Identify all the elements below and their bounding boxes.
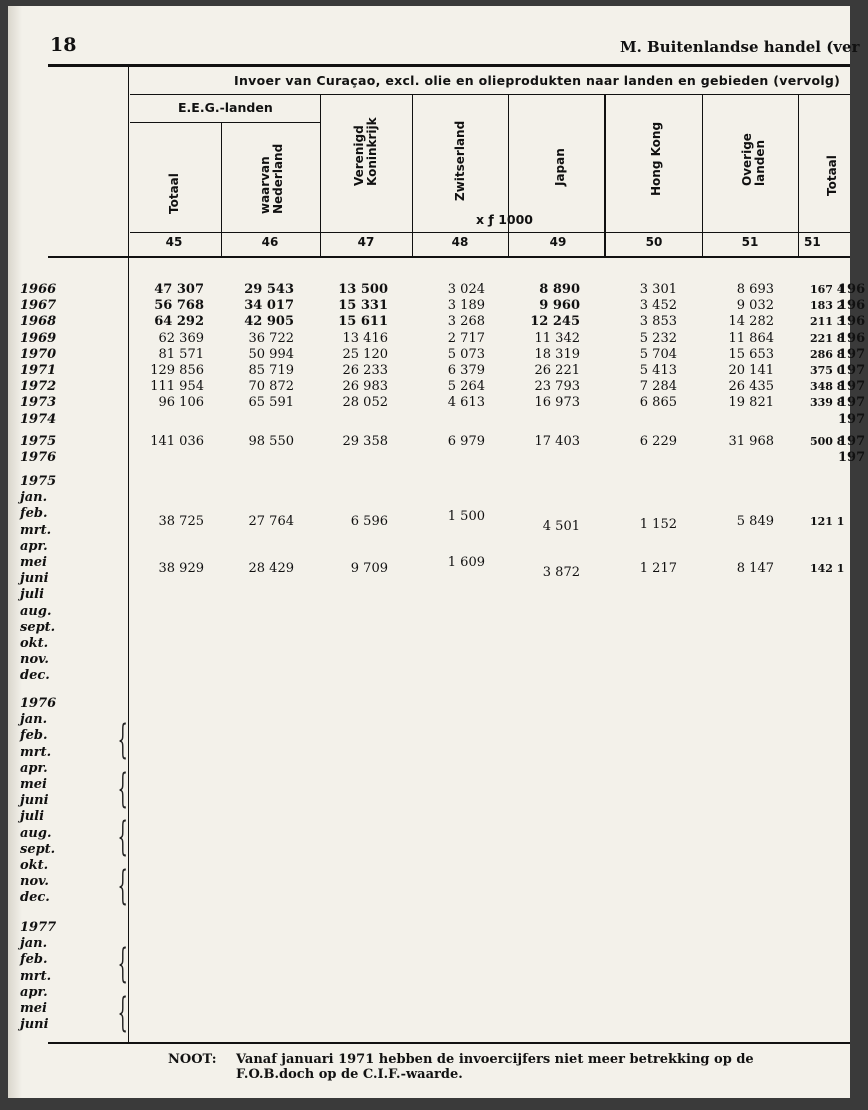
unit-label: x ƒ 1000 [476, 212, 533, 227]
block-year-label: 1975 [20, 474, 57, 489]
row-label-year: 1967 [20, 298, 57, 314]
group-title: E.E.G.-landen [178, 100, 273, 115]
row-label-year: 1974 [20, 411, 57, 427]
column-number-46: 46 [261, 235, 279, 249]
table-cell: 121 1 [810, 515, 845, 529]
table-cell: 36 722 [248, 330, 294, 346]
table-cell: 38 929 [158, 561, 204, 576]
table-cell: 13 416 [342, 330, 388, 346]
table-bottom-rule [48, 1042, 850, 1044]
table-cell: 2 717 [447, 330, 485, 346]
table-cell: 26 221 [534, 363, 580, 378]
table-cell: 6 379 [447, 363, 485, 378]
column-number-51: 51 [741, 235, 759, 249]
table-cell: 9 709 [350, 561, 388, 576]
right-edge-year: 196 [838, 314, 866, 330]
table-cell: 1 152 [639, 517, 677, 533]
table-cell: 38 725 [158, 514, 204, 530]
table-cell: 85 719 [248, 363, 294, 378]
table-cell: 15 653 [728, 346, 774, 362]
table-cell: 6 865 [639, 395, 677, 411]
row-label-month: apr. [20, 760, 48, 776]
row-label-month: mrt. [20, 968, 52, 984]
table-cell: 50 994 [248, 346, 294, 362]
right-edge-year: 196 [838, 282, 866, 297]
row-label-year: 1975 [20, 433, 57, 449]
table-cell: 8 693 [736, 282, 774, 297]
column-header-overige-landen: Overige landen [740, 133, 767, 186]
row-label-month: sept. [20, 619, 56, 635]
table-cell: 20 141 [728, 363, 774, 378]
column-header-zwitserland: Zwitserland [453, 120, 467, 201]
table-cell: 25 120 [342, 346, 388, 362]
table-cell: 5 849 [736, 514, 774, 530]
table-cell: 6 596 [350, 514, 388, 530]
table-cell: 3 189 [447, 298, 485, 314]
col-divider-46 [320, 94, 321, 256]
table-cell: 98 550 [248, 433, 294, 449]
table-cell: 17 403 [534, 433, 580, 449]
quarter-brace: { [117, 765, 128, 812]
table-cell: 47 307 [154, 282, 204, 297]
table-cell: 13 500 [338, 282, 388, 297]
page [8, 6, 866, 1098]
row-label-month: juni [20, 1017, 49, 1033]
col-divider-51 [798, 94, 799, 256]
row-label-month: okt. [20, 636, 49, 651]
column-number-49: 49 [549, 235, 567, 249]
right-edge-year: 197 [838, 433, 866, 449]
row-label-month: aug. [20, 825, 52, 841]
table-cell: 7 284 [639, 379, 677, 395]
column-number-45: 45 [165, 235, 183, 249]
row-label-month: mrt. [20, 522, 52, 538]
table-cell: 221 8 [810, 331, 845, 345]
row-label-month: nov. [20, 874, 49, 890]
row-label-year: 1969 [20, 330, 57, 346]
table-cell: 26 233 [342, 363, 388, 378]
table-cell: 142 1 [810, 562, 845, 575]
table-cell: 5 232 [639, 330, 677, 346]
row-label-month: mei [20, 1001, 47, 1016]
column-number-50: 50 [645, 235, 663, 249]
right-edge-year: 197 [838, 346, 866, 362]
block-year-label: 1977 [20, 920, 57, 935]
row-label-month: dec. [20, 668, 50, 684]
row-label-month: feb. [20, 506, 48, 522]
quarter-brace: { [117, 717, 128, 764]
note-text: Vanaf januari 1971 hebben de invoercijfers niet meer betrekking op de F.O.B.doch op de C.I.F.-waarde. [236, 1052, 754, 1082]
row-label-month: juli [20, 809, 45, 825]
table-cell: 34 017 [244, 298, 294, 314]
row-label-year: 1971 [20, 363, 57, 378]
column-number-48: 48 [451, 235, 469, 249]
table-cell: 6 229 [639, 433, 677, 449]
table-cell: 6 979 [447, 433, 485, 449]
row-label-month: sept. [20, 841, 56, 857]
table-cell: 96 106 [158, 395, 204, 411]
table-cell: 211 3 [810, 315, 845, 329]
page-number: 18 [50, 34, 77, 56]
table-title: Invoer van Curaçao, excl. olie en olieprodukten naar landen en gebieden (vervolg) [234, 73, 841, 88]
row-label-month: aug. [20, 603, 52, 619]
top-rule [48, 64, 850, 67]
quarter-brace: { [117, 863, 128, 909]
table-cell: 81 571 [158, 346, 204, 362]
col-divider-47 [412, 94, 413, 256]
row-label-month: feb. [20, 728, 48, 744]
row-label-month: juli [20, 587, 45, 603]
column-number-51-right: 51 [804, 235, 821, 249]
table-cell: 26 435 [728, 379, 774, 395]
table-cell: 15 611 [338, 314, 388, 330]
col-divider-48 [508, 94, 509, 256]
unit-rule [130, 232, 850, 233]
table-cell: 111 954 [150, 379, 204, 395]
row-label-year: 1972 [20, 379, 57, 395]
table-cell: 9 960 [539, 298, 580, 314]
table-cell: 3 452 [639, 298, 677, 314]
block-year-label: 1976 [20, 696, 57, 711]
row-label-year: 1968 [20, 314, 57, 330]
right-edge-year: 197 [838, 411, 866, 427]
right-edge-year: 196 [838, 330, 866, 346]
row-label-month: feb. [20, 952, 48, 968]
col-divider-45 [221, 122, 222, 256]
row-label-year: 1973 [20, 395, 57, 411]
row-label-month: apr. [20, 984, 48, 1000]
table-cell: 28 052 [342, 395, 388, 411]
group-rule [130, 122, 320, 123]
row-label-month: mei [20, 777, 47, 792]
table-cell: 167 4 [810, 283, 845, 296]
table-cell: 23 793 [534, 379, 580, 395]
table-cell: 18 319 [534, 346, 580, 362]
table-cell: 8 147 [736, 561, 774, 576]
header-bottom-rule [48, 256, 850, 258]
table-cell: 29 358 [342, 433, 388, 449]
table-cell: 11 864 [728, 330, 774, 346]
quarter-brace: { [117, 814, 128, 861]
table-cell: 4 613 [447, 395, 485, 411]
quarter-brace: { [117, 941, 128, 988]
right-edge-year: 197 [838, 450, 866, 465]
table-cell: 5 413 [639, 363, 677, 378]
table-cell: 129 856 [150, 363, 204, 378]
right-edge-year: 196 [838, 298, 866, 314]
row-label-month: juni [20, 793, 49, 809]
table-cell: 26 983 [342, 379, 388, 395]
column-header-totaal-right: Totaal [825, 155, 839, 196]
table-cell: 4 501 [542, 519, 580, 535]
table-cell: 27 764 [248, 514, 294, 530]
right-edge-year: 197 [838, 395, 866, 411]
table-cell: 11 342 [534, 330, 580, 346]
row-label-month: apr. [20, 538, 48, 554]
row-label-month: okt. [20, 858, 49, 873]
row-label-year: 1966 [20, 282, 57, 297]
table-cell: 500 8 [810, 434, 845, 448]
table-cell: 3 024 [447, 282, 485, 297]
table-cell: 5 704 [639, 346, 677, 362]
row-label-month: nov. [20, 652, 49, 668]
row-label-month: jan. [20, 490, 48, 506]
stub-divider [128, 67, 129, 1042]
row-label-year: 1970 [20, 346, 57, 362]
table-cell: 28 429 [248, 561, 294, 576]
title-rule [130, 94, 850, 95]
table-cell: 183 2 [810, 299, 845, 313]
row-label-month: juni [20, 571, 49, 587]
row-label-month: dec. [20, 890, 50, 906]
table-cell: 348 8 [810, 380, 845, 394]
table-cell: 62 369 [158, 330, 204, 346]
col-divider-49 [604, 94, 606, 256]
quarter-brace: { [117, 989, 128, 1036]
table-cell: 15 331 [338, 298, 388, 314]
table-cell: 1 609 [447, 555, 485, 570]
table-cell: 65 591 [248, 395, 294, 411]
right-edge-year: 197 [838, 379, 866, 395]
table-cell: 5 073 [447, 346, 485, 362]
column-header-totaal: Totaal [167, 173, 181, 214]
table-cell: 29 543 [244, 282, 294, 297]
row-label-month: jan. [20, 936, 48, 952]
table-cell: 1 500 [447, 509, 485, 525]
table-cell: 3 268 [447, 314, 485, 330]
table-cell: 19 821 [728, 395, 774, 411]
table-cell: 286 8 [810, 347, 845, 361]
column-header-japan: Japan [553, 148, 567, 186]
table-cell: 70 872 [248, 379, 294, 395]
running-title: M. Buitenlandse handel (ver [620, 38, 860, 56]
col-divider-50 [702, 94, 703, 256]
table-cell: 1 217 [639, 561, 677, 576]
table-cell: 3 853 [639, 314, 677, 330]
table-cell: 3 872 [542, 565, 580, 580]
row-label-month: jan. [20, 712, 48, 728]
table-cell: 141 036 [150, 433, 204, 449]
row-label-month: mrt. [20, 744, 52, 760]
table-cell: 375 0 [810, 364, 845, 377]
table-cell: 31 968 [728, 433, 774, 449]
row-label-year: 1976 [20, 450, 57, 465]
column-number-47: 47 [357, 235, 375, 249]
table-cell: 12 245 [530, 314, 580, 330]
table-cell: 14 282 [728, 314, 774, 330]
table-cell: 16 973 [534, 395, 580, 411]
right-edge-year: 197 [838, 363, 866, 378]
table-cell: 339 8 [810, 396, 845, 410]
note-label: NOOT: [168, 1052, 217, 1067]
table-cell: 8 890 [539, 282, 580, 297]
table-cell: 42 905 [244, 314, 294, 330]
table-cell: 3 301 [639, 282, 677, 297]
row-label-month: mei [20, 555, 47, 570]
table-cell: 5 264 [447, 379, 485, 395]
column-header-hong-kong: Hong Kong [649, 121, 663, 196]
table-cell: 56 768 [154, 298, 204, 314]
table-cell: 9 032 [736, 298, 774, 314]
column-header-verenigd-koninkrijk: Verenigd Koninkrijk [352, 117, 379, 186]
column-header-nederland: waarvan Nederland [258, 143, 285, 214]
table-cell: 64 292 [154, 314, 204, 330]
